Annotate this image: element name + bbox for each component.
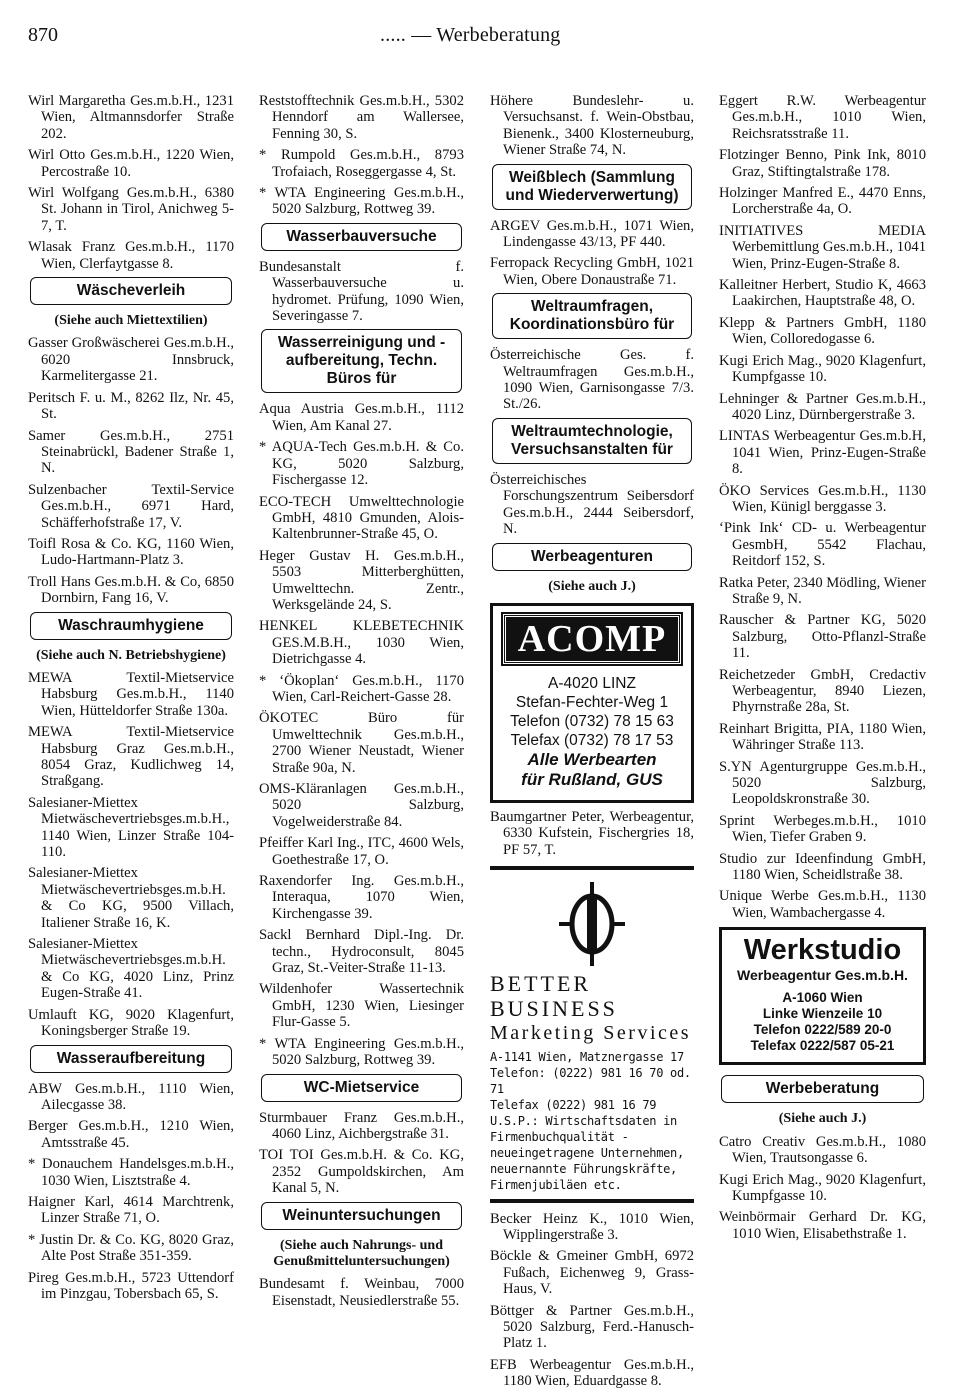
list-item: Bundesamt f. Weinbau, 7000 Eisenstadt, Neusiedlerstraße 55. [259, 1276, 464, 1309]
section-heading: Weinuntersuchungen [261, 1202, 462, 1230]
list-item: * Rumpold Ges.m.b.H., 8793 Trofaiach, Roseggergasse 4, St. [259, 147, 464, 180]
list-item: Heger Gustav H. Ges.m.b.H., 5503 Mitterberghütten, Umwelttechn. Zentr., Werksgelände 24, S. [259, 547, 464, 613]
list-item: Kugi Erich Mag., 9020 Klagenfurt, Kumpfgasse 10. [719, 1171, 926, 1204]
column-2 [259, 93, 464, 1314]
list-item: Aqua Austria Ges.m.b.H., 1112 Wien, Am Kanal 27. [259, 401, 464, 434]
list-item: Sackl Bernhard Dipl.-Ing. Dr. techn., Hydroconsult, 8045 Graz, St.-Veiter-Straße 11-13. [259, 927, 464, 977]
section-heading: Weltraumfragen, Koordinationsbüro für [492, 293, 692, 339]
list-item: Kalleitner Herbert, Studio K, 4663 Laakirchen, Hauptstraße 48, O. [719, 277, 926, 310]
see-also-note: (Siehe auch J.) [778, 1111, 867, 1127]
section-heading: Wäscheverleih [30, 277, 232, 305]
ad-line: U.S.P.: Wirtschaftsdaten in Firmenbuchqualität - neueingetragene Unternehmen, neuernannte Führungskräfte, Firmenjubiläen etc. [490, 1113, 684, 1192]
list-item: EFB Werbeagentur Ges.m.b.H., 1180 Wien, Eduardgasse 8. [490, 1356, 694, 1390]
better-business-logo-icon [490, 882, 694, 970]
list-item: Unique Werbe Ges.m.b.H., 1130 Wien, Wambachergasse 4. [719, 888, 926, 921]
section-heading: Weltraumtechnologie, Versuchsanstalten für [492, 418, 692, 464]
list-item: ECO-TECH Umwelttechnologie GmbH, 4810 Gmunden, Alois-Kaltenbrunner-Straße 45, O. [259, 493, 464, 543]
list-item: Haigner Karl, 4614 Marchtrenk, Linzer Straße 71, O. [28, 1193, 234, 1227]
list-item: Salesianer-Miettex Mietwäschevertriebsges.m.b.H. & Co KG, 9500 Villach, Italiener Straße 16, K. [28, 865, 234, 931]
see-also-note: (Siehe auch Nahrungs- und Genußmitteluntersuchungen) [273, 1237, 450, 1269]
ad-line: Telefon 0222/589 20-0 [753, 1022, 892, 1038]
acomp-advertisement [490, 603, 694, 803]
see-also-note: (Siehe auch J.) [548, 578, 636, 594]
list-item: Lehninger & Partner Ges.m.b.H., 4020 Linz, Dürnbergerstraße 3. [719, 390, 926, 423]
list-item: Sulzenbacher Textil-Service Ges.m.b.H., 6971 Hard, Schäfferhofstraße 17, V. [28, 481, 234, 531]
list-item: Sprint Werbeges.m.b.H., 1010 Wien, Tiefer Graben 9. [719, 812, 926, 846]
section-heading: WC-Mietservice [261, 1074, 462, 1102]
ad-line: Telefon: (0222) 981 16 70 od. 71 [490, 1065, 691, 1096]
list-item: OMS-Kläranlagen Ges.m.b.H., 5020 Salzburg, Vogelweiderstraße 84. [259, 781, 464, 830]
list-item: * Donauchem Handelsges.m.b.H., 1030 Wien, Lisztstraße 4. [28, 1156, 234, 1189]
section-heading: Wasserreinigung und -aufbereitung, Techn. Büros für [261, 329, 462, 393]
list-item: INITIATIVES MEDIA Werbemittlung Ges.m.b.H., 1041 Wien, Prinz-Eugen-Straße 8. [719, 222, 926, 272]
better-business-name: BETTER BUSINESS [490, 970, 618, 1021]
list-item: Wildenhofer Wassertechnik GmbH, 1230 Wien, Liesinger Flur-Gasse 5. [259, 981, 464, 1031]
list-item: ARGEV Ges.m.b.H., 1071 Wien, Lindengasse 43/13, PF 440. [490, 217, 694, 251]
list-item: Reststofftechnik Ges.m.b.H., 5302 Henndorf am Wallersee, Fenning 30, S. [259, 93, 464, 142]
column-4 [719, 93, 926, 1247]
section-heading: Wasserbauversuche [261, 223, 462, 251]
ad-line: Telefax (0222) 981 16 79 [490, 1097, 657, 1112]
list-item: Baumgartner Peter, Werbeagentur, 6330 Kufstein, Fischergries 18, PF 57, T. [490, 808, 694, 858]
better-business-advertisement [490, 866, 694, 1202]
list-item: MEWA Textil-Mietservice Habsburg Graz Ges.m.b.H., 8054 Graz, Kudlichweg 14, Straßgang. [28, 724, 234, 790]
list-item: Salesianer-Miettex Mietwäschevertriebsges.m.b.H. & Co KG, 4020 Linz, Prinz Eugen-Straße 41. [28, 936, 234, 1002]
list-item: Österreichische Ges. f. Weltraumfragen Ges.m.b.H., 1090 Wien, Garnisongasse 7/3. St./26. [490, 347, 694, 413]
ad-line: Telefon (0732) 78 15 63 [510, 712, 674, 730]
list-item: Troll Hans Ges.m.b.H. & Co, 6850 Dornbirn, Fang 16, V. [28, 573, 234, 607]
ad-line: A-1060 Wien [782, 990, 863, 1006]
ad-line: A-4020 LINZ [548, 674, 636, 692]
better-business-subtitle: Marketing Services [490, 1021, 692, 1044]
list-item: ‘Pink Ink‘ CD- u. Werbeagentur GesmbH, 5542 Flachau, Reitdorf 152, S. [719, 520, 926, 570]
list-item: Peritsch F. u. M., 8262 Ilz, Nr. 45, St. [28, 389, 234, 423]
list-item: Reinhart Brigitta, PIA, 1180 Wien, Währinger Straße 113. [719, 720, 926, 754]
list-item: S.YN Agenturgruppe Ges.m.b.H., 5020 Salzburg, Leopoldskronstraße 30. [719, 758, 926, 808]
list-item: * WTA Engineering Ges.m.b.H., 5020 Salzburg, Rottweg 39. [259, 1035, 464, 1069]
list-item: Pireg Ges.m.b.H., 5723 Uttendorf im Pinzgau, Tobersbach 65, S. [28, 1269, 234, 1302]
section-heading: Wasseraufbereitung [30, 1045, 232, 1073]
list-item: Berger Ges.m.b.H., 1210 Wien, Amtsstraße 45. [28, 1118, 234, 1151]
list-item: Holzinger Manfred E., 4470 Enns, Lorcherstraße 4a, O. [719, 185, 926, 218]
list-item: TOI TOI Ges.m.b.H. & Co. KG, 2352 Gumpoldskirchen, Am Kanal 5, N. [259, 1147, 464, 1197]
list-item: Toifl Rosa & Co. KG, 1160 Wien, Ludo-Hartmann-Platz 3. [28, 535, 234, 569]
list-item: Catro Creativ Ges.m.b.H., 1080 Wien, Trautsongasse 6. [719, 1133, 926, 1167]
section-heading: Werbeberatung [721, 1075, 924, 1103]
section-heading: Werbeagenturen [492, 543, 692, 571]
list-item: Weinbörmair Gerhard Dr. KG, 1010 Wien, Elisabethstraße 1. [719, 1209, 926, 1242]
list-item: ABW Ges.m.b.H., 1110 Wien, Ailecgasse 38. [28, 1080, 234, 1113]
werkstudio-name: Werkstudio [743, 934, 902, 967]
list-item: MEWA Textil-Mietservice Habsburg Ges.m.b.H., 1140 Wien, Hütteldorfer Straße 130a. [28, 669, 234, 719]
list-item: * AQUA-Tech Ges.m.b.H. & Co. KG, 5020 Salzburg, Fischergasse 12. [259, 439, 464, 489]
list-item: * Justin Dr. & Co. KG, 8020 Graz, Alte Post Straße 351-359. [28, 1231, 234, 1265]
list-item: * ‘Ökoplan‘ Ges.m.b.H., 1170 Wien, Carl-Reichert-Gasse 28. [259, 672, 464, 705]
list-item: ÖKOTEC Büro für Umwelttechnik Ges.m.b.H., 2700 Wiener Neustadt, Wiener Straße 90a, N. [259, 710, 464, 776]
list-item: LINTAS Werbeagentur Ges.m.b.H, 1041 Wien, Prinz-Eugen-Straße 8. [719, 428, 926, 478]
list-item: Wirl Margaretha Ges.m.b.H., 1231 Wien, Altmannsdorfer Straße 202. [28, 93, 234, 142]
ad-line: Stefan-Fechter-Weg 1 [515, 693, 669, 711]
list-item: ÖKO Services Ges.m.b.H., 1130 Wien, Künigl berggasse 3. [719, 482, 926, 515]
list-item: Wirl Wolfgang Ges.m.b.H., 6380 St. Johann in Tirol, Anichweg 5-7, T. [28, 185, 234, 234]
running-head: ..... — Werbeberatung [380, 24, 561, 46]
list-item: Studio zur Ideenfindung GmbH, 1180 Wien, Scheidlstraße 38. [719, 850, 926, 884]
section-heading: Weißblech (Sammlung und Wiederverwertung) [492, 164, 692, 210]
list-item: Klepp & Partners GmbH, 1180 Wien, Colloredogasse 6. [719, 314, 926, 348]
list-item: Wirl Otto Ges.m.b.H., 1220 Wien, Percostraße 10. [28, 147, 234, 180]
list-item: Höhere Bundeslehr- u. Versuchsanst. f. Wein-Obstbau, Bienenk., 3400 Klosterneuburg, Wiener Straße 74, N. [490, 93, 694, 159]
list-item: Samer Ges.m.b.H., 2751 Steinabrückl, Badener Straße 1, N. [28, 427, 234, 477]
page-number: 870 [28, 24, 58, 46]
column-3 [490, 93, 694, 1395]
list-item: * WTA Engineering Ges.m.b.H., 5020 Salzburg, Rottweg 39. [259, 185, 464, 218]
ad-line: Telefax (0732) 78 17 53 [510, 731, 674, 749]
list-item: Böttger & Partner Ges.m.b.H., 5020 Salzburg, Ferd.-Hanusch-Platz 1. [490, 1302, 694, 1352]
list-item: Österreichisches Forschungszentrum Seibersdorf Ges.m.b.H., 2444 Seibersdorf, N. [490, 471, 694, 538]
list-item: Wlasak Franz Ges.m.b.H., 1170 Wien, Clerfaytgasse 8. [28, 239, 234, 272]
list-item: Eggert R.W. Werbeagentur Ges.m.b.H., 1010 Wien, Reichsratsstraße 11. [719, 93, 926, 142]
ad-line: A-1141 Wien, Matznergasse 17 [490, 1049, 684, 1064]
list-item: Rauscher & Partner KG, 5020 Salzburg, Otto-Pflanzl-Straße 11. [719, 612, 926, 662]
ad-line: Telefax 0222/587 05-21 [750, 1038, 895, 1054]
see-also-note: (Siehe auch N. Betriebshygiene) [36, 647, 226, 663]
list-item: Gasser Großwäscherei Ges.m.b.H., 6020 Innsbruck, Karmelitergasse 21. [28, 335, 234, 385]
list-item: Flotzinger Benno, Pink Ink, 8010 Graz, Stiftingtalstraße 178. [719, 147, 926, 180]
list-item: Salesianer-Miettex Mietwäschevertriebsges.m.b.H., 1140 Wien, Linzer Straße 104-110. [28, 794, 234, 861]
list-item: Reichetzeder GmbH, Credactiv Werbeagentur, 8940 Liezen, Phyrnstraße 28a, St. [719, 666, 926, 716]
list-item: Böckle & Gmeiner GmbH, 6972 Fußach, Eichenweg 9, Grass-Haus, V. [490, 1248, 694, 1298]
list-item: Umlauft KG, 9020 Klagenfurt, Koningsberger Straße 19. [28, 1006, 234, 1040]
ad-line: Linke Wienzeile 10 [762, 1006, 883, 1022]
acomp-logo: ACOMP [503, 614, 682, 664]
list-item: Ferropack Recycling GmbH, 1021 Wien, Obere Donaustraße 71. [490, 255, 694, 288]
list-item: Kugi Erich Mag., 9020 Klagenfurt, Kumpfgasse 10. [719, 352, 926, 386]
werkstudio-advertisement [719, 927, 926, 1065]
list-item: HENKEL KLEBETECHNIK GES.M.B.H., 1030 Wien, Dietrichgasse 4. [259, 618, 464, 668]
section-heading: Waschraumhygiene [30, 612, 232, 640]
list-item: Ratka Peter, 2340 Mödling, Wiener Straße 9, N. [719, 574, 926, 607]
ad-slogan: für Rußland, GUS [521, 769, 663, 789]
list-item: Pfeiffer Karl Ing., ITC, 4600 Wels, Goethestraße 17, O. [259, 835, 464, 868]
column-1 [28, 93, 234, 1307]
list-item: Sturmbauer Franz Ges.m.b.H., 4060 Linz, Aichbergstraße 31. [259, 1109, 464, 1142]
list-item: Becker Heinz K., 1010 Wien, Wipplingerstraße 3. [490, 1210, 694, 1243]
werkstudio-subtitle: Werbeagentur Ges.m.b.H. [737, 967, 908, 984]
see-also-note: (Siehe auch Miettextilien) [54, 313, 208, 329]
ad-slogan: Alle Werbearten [527, 749, 657, 769]
list-item: Raxendorfer Ing. Ges.m.b.H., Interaqua, 1070 Wien, Kirchengasse 39. [259, 873, 464, 922]
list-item: Bundesanstalt f. Wasserbauversuche u. hydromet. Prüfung, 1090 Wien, Severingasse 7. [259, 258, 464, 325]
